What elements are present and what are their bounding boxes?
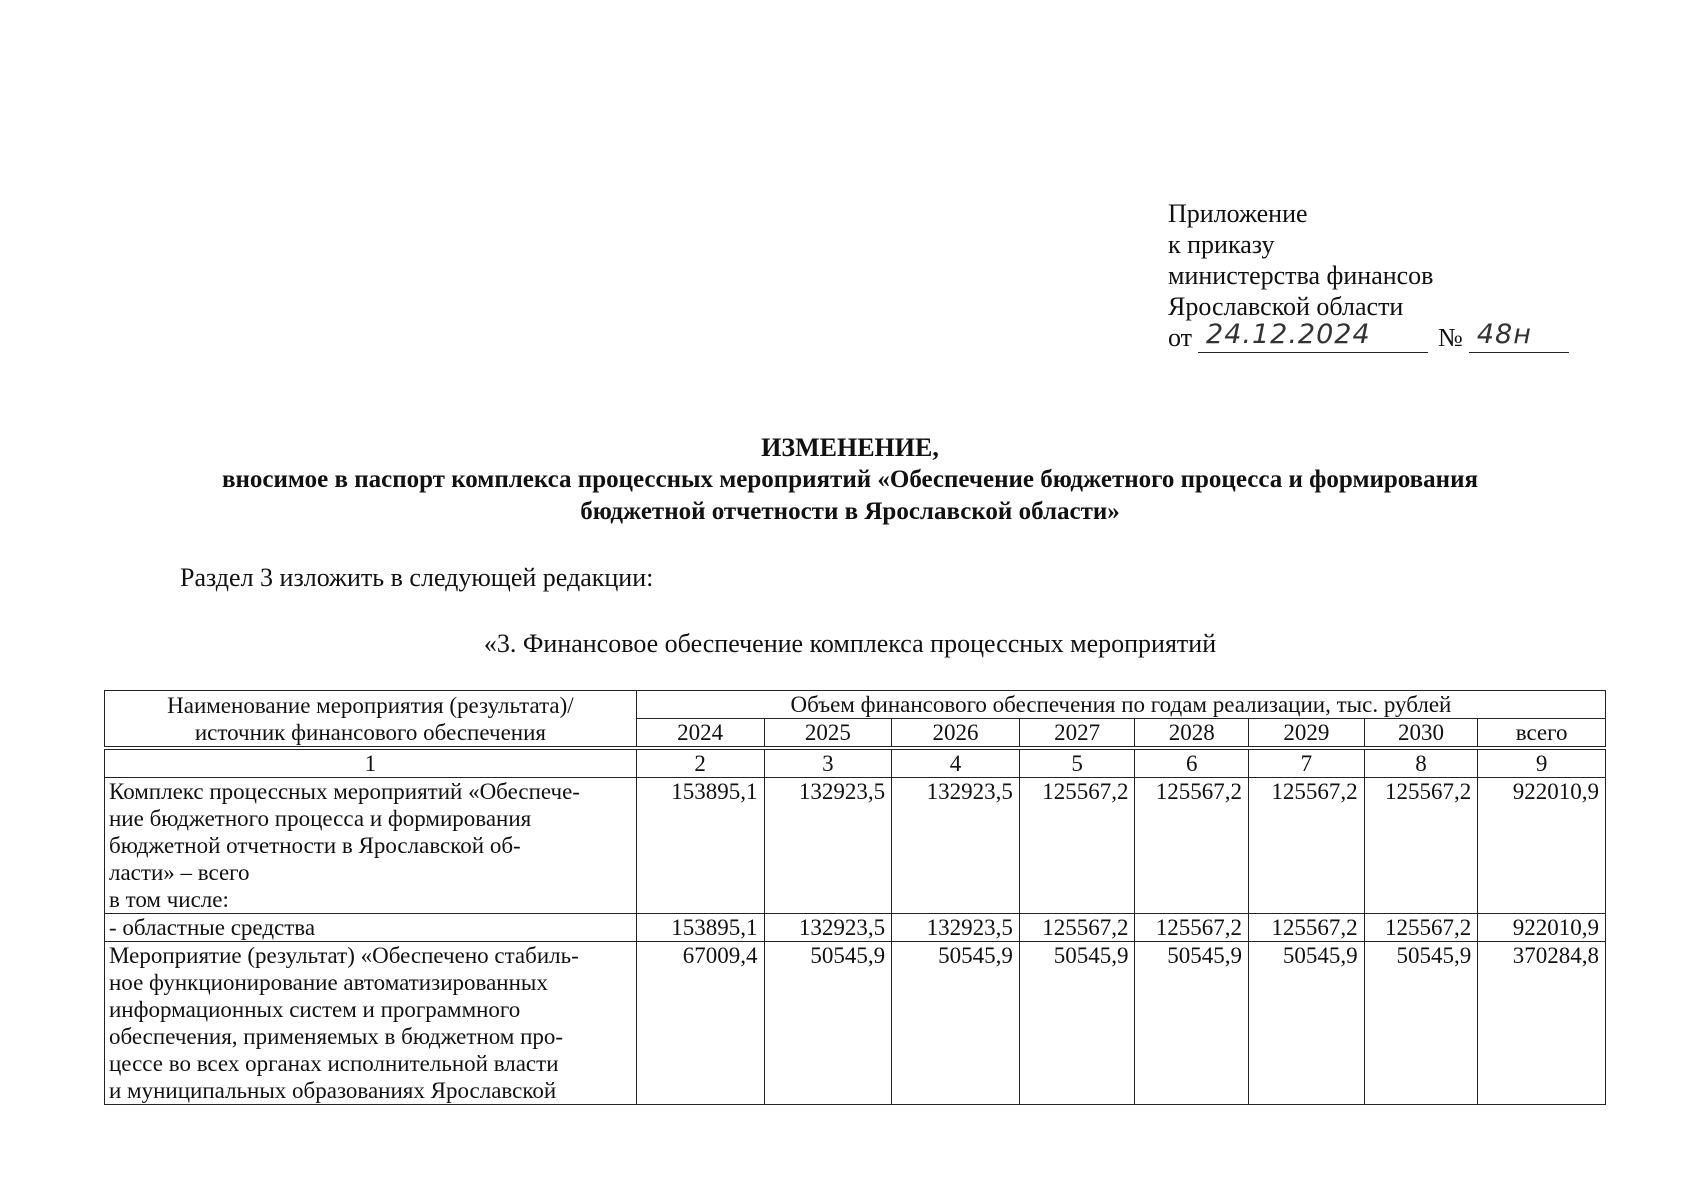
header-year: 2029 xyxy=(1249,719,1365,747)
column-number: 7 xyxy=(1249,750,1365,778)
header-year: 2028 xyxy=(1135,719,1249,747)
header-year: 2024 xyxy=(636,719,764,747)
row-name-line: в том числе: xyxy=(109,887,229,912)
value-cell: 50545,9 xyxy=(1364,942,1478,1105)
value-cell-total: 370284,8 xyxy=(1478,942,1606,1105)
row-name xyxy=(105,942,637,1105)
header-name xyxy=(105,691,637,747)
table-row xyxy=(105,778,1606,914)
document-title: ИЗМЕНЕНИЕ, xyxy=(761,433,939,462)
value-cell-total: 922010,9 xyxy=(1478,914,1606,942)
value-cell: 125567,2 xyxy=(1135,914,1249,942)
document-heading xyxy=(100,432,1600,528)
appendix-line: к приказу xyxy=(1168,230,1275,259)
handwritten-date: 24.12.2024 xyxy=(1206,319,1371,350)
section-title: «3. Финансовое обеспечение комплекса процессных мероприятий xyxy=(483,629,1217,658)
header-year: 2025 xyxy=(764,719,892,747)
appendix-line: Приложение xyxy=(1168,199,1308,228)
value-cell: 125567,2 xyxy=(1135,778,1249,914)
value-cell: 50545,9 xyxy=(1249,942,1365,1105)
value-cell: 132923,5 xyxy=(764,914,892,942)
header-row-1 xyxy=(105,691,1606,719)
row-name-line: цессе во всех органах исполнительной власти xyxy=(109,1051,559,1076)
value-cell: 132923,5 xyxy=(892,914,1020,942)
header-name-line: источник финансового обеспечения xyxy=(194,719,546,745)
table-row xyxy=(105,942,1606,1105)
header-year: 2026 xyxy=(892,719,1020,747)
header-volume: Объем финансового обеспечения по годам реализации, тыс. рублей xyxy=(636,691,1605,719)
table-row xyxy=(105,914,1606,942)
document-subtitle-line-1: вносимое в паспорт комплекса процессных мероприятий «Обеспечение бюджетного процесса и формирования xyxy=(222,466,1478,493)
value-cell: 132923,5 xyxy=(764,778,892,914)
value-cell: 153895,1 xyxy=(636,778,764,914)
row-name-line: ласти» – всего xyxy=(109,860,250,885)
value-cell: 125567,2 xyxy=(1249,778,1365,914)
column-number: 6 xyxy=(1135,750,1249,778)
value-cell: 125567,2 xyxy=(1364,778,1478,914)
row-name xyxy=(105,914,637,942)
column-number: 4 xyxy=(892,750,1020,778)
date-field xyxy=(1198,319,1428,353)
value-cell: 50545,9 xyxy=(1019,942,1135,1105)
appendix-line: Ярославской области xyxy=(1168,292,1404,321)
value-cell: 50545,9 xyxy=(764,942,892,1105)
financing-table xyxy=(104,690,1606,1105)
row-name-line: ное функционирование автоматизированных xyxy=(109,970,548,995)
row-name-line: - областные средства xyxy=(109,915,316,940)
row-name-line: и муниципальных образованиях Ярославской xyxy=(109,1078,557,1103)
header-year: 2027 xyxy=(1019,719,1135,747)
from-label: от xyxy=(1168,323,1193,352)
header-year: 2030 xyxy=(1364,719,1478,747)
column-number: 2 xyxy=(636,750,764,778)
row-name-line: бюджетной отчетности в Ярославской об- xyxy=(109,833,521,858)
appendix-block xyxy=(1168,198,1569,353)
header-total: всего xyxy=(1478,719,1606,747)
number-field xyxy=(1469,319,1569,353)
column-number: 1 xyxy=(105,750,637,778)
header-name-line: Наименование мероприятия (результата)/ xyxy=(167,692,574,718)
value-cell: 125567,2 xyxy=(1019,778,1135,914)
row-name xyxy=(105,778,637,914)
value-cell: 132923,5 xyxy=(892,778,1020,914)
column-number: 8 xyxy=(1364,750,1478,778)
value-cell: 67009,4 xyxy=(636,942,764,1105)
value-cell: 125567,2 xyxy=(1019,914,1135,942)
handwritten-number: 48н xyxy=(1476,319,1532,350)
value-cell-total: 922010,9 xyxy=(1478,778,1606,914)
value-cell: 50545,9 xyxy=(892,942,1020,1105)
lead-paragraph: Раздел 3 изложить в следующей редакции: xyxy=(180,563,654,592)
row-name-line: ние бюджетного процесса и формирования xyxy=(109,806,532,831)
row-name-line: обеспечения, применяемых в бюджетном про- xyxy=(109,1024,564,1049)
column-number-row xyxy=(105,750,1606,778)
row-name-line: Комплекс процессных мероприятий «Обеспече- xyxy=(109,779,580,804)
column-number: 9 xyxy=(1478,750,1606,778)
row-name-line: Мероприятие (результат) «Обеспечено стабиль- xyxy=(109,943,579,968)
value-cell: 50545,9 xyxy=(1135,942,1249,1105)
column-number: 5 xyxy=(1019,750,1135,778)
column-number: 3 xyxy=(764,750,892,778)
appendix-line: министерства финансов xyxy=(1168,261,1434,290)
value-cell: 125567,2 xyxy=(1364,914,1478,942)
document-subtitle-line-2: бюджетной отчетности в Ярославской области» xyxy=(580,498,1120,525)
number-label: № xyxy=(1438,323,1463,352)
order-reference xyxy=(1168,319,1569,353)
row-name-line: информационных систем и программного xyxy=(109,997,521,1022)
value-cell: 125567,2 xyxy=(1249,914,1365,942)
value-cell: 153895,1 xyxy=(636,914,764,942)
